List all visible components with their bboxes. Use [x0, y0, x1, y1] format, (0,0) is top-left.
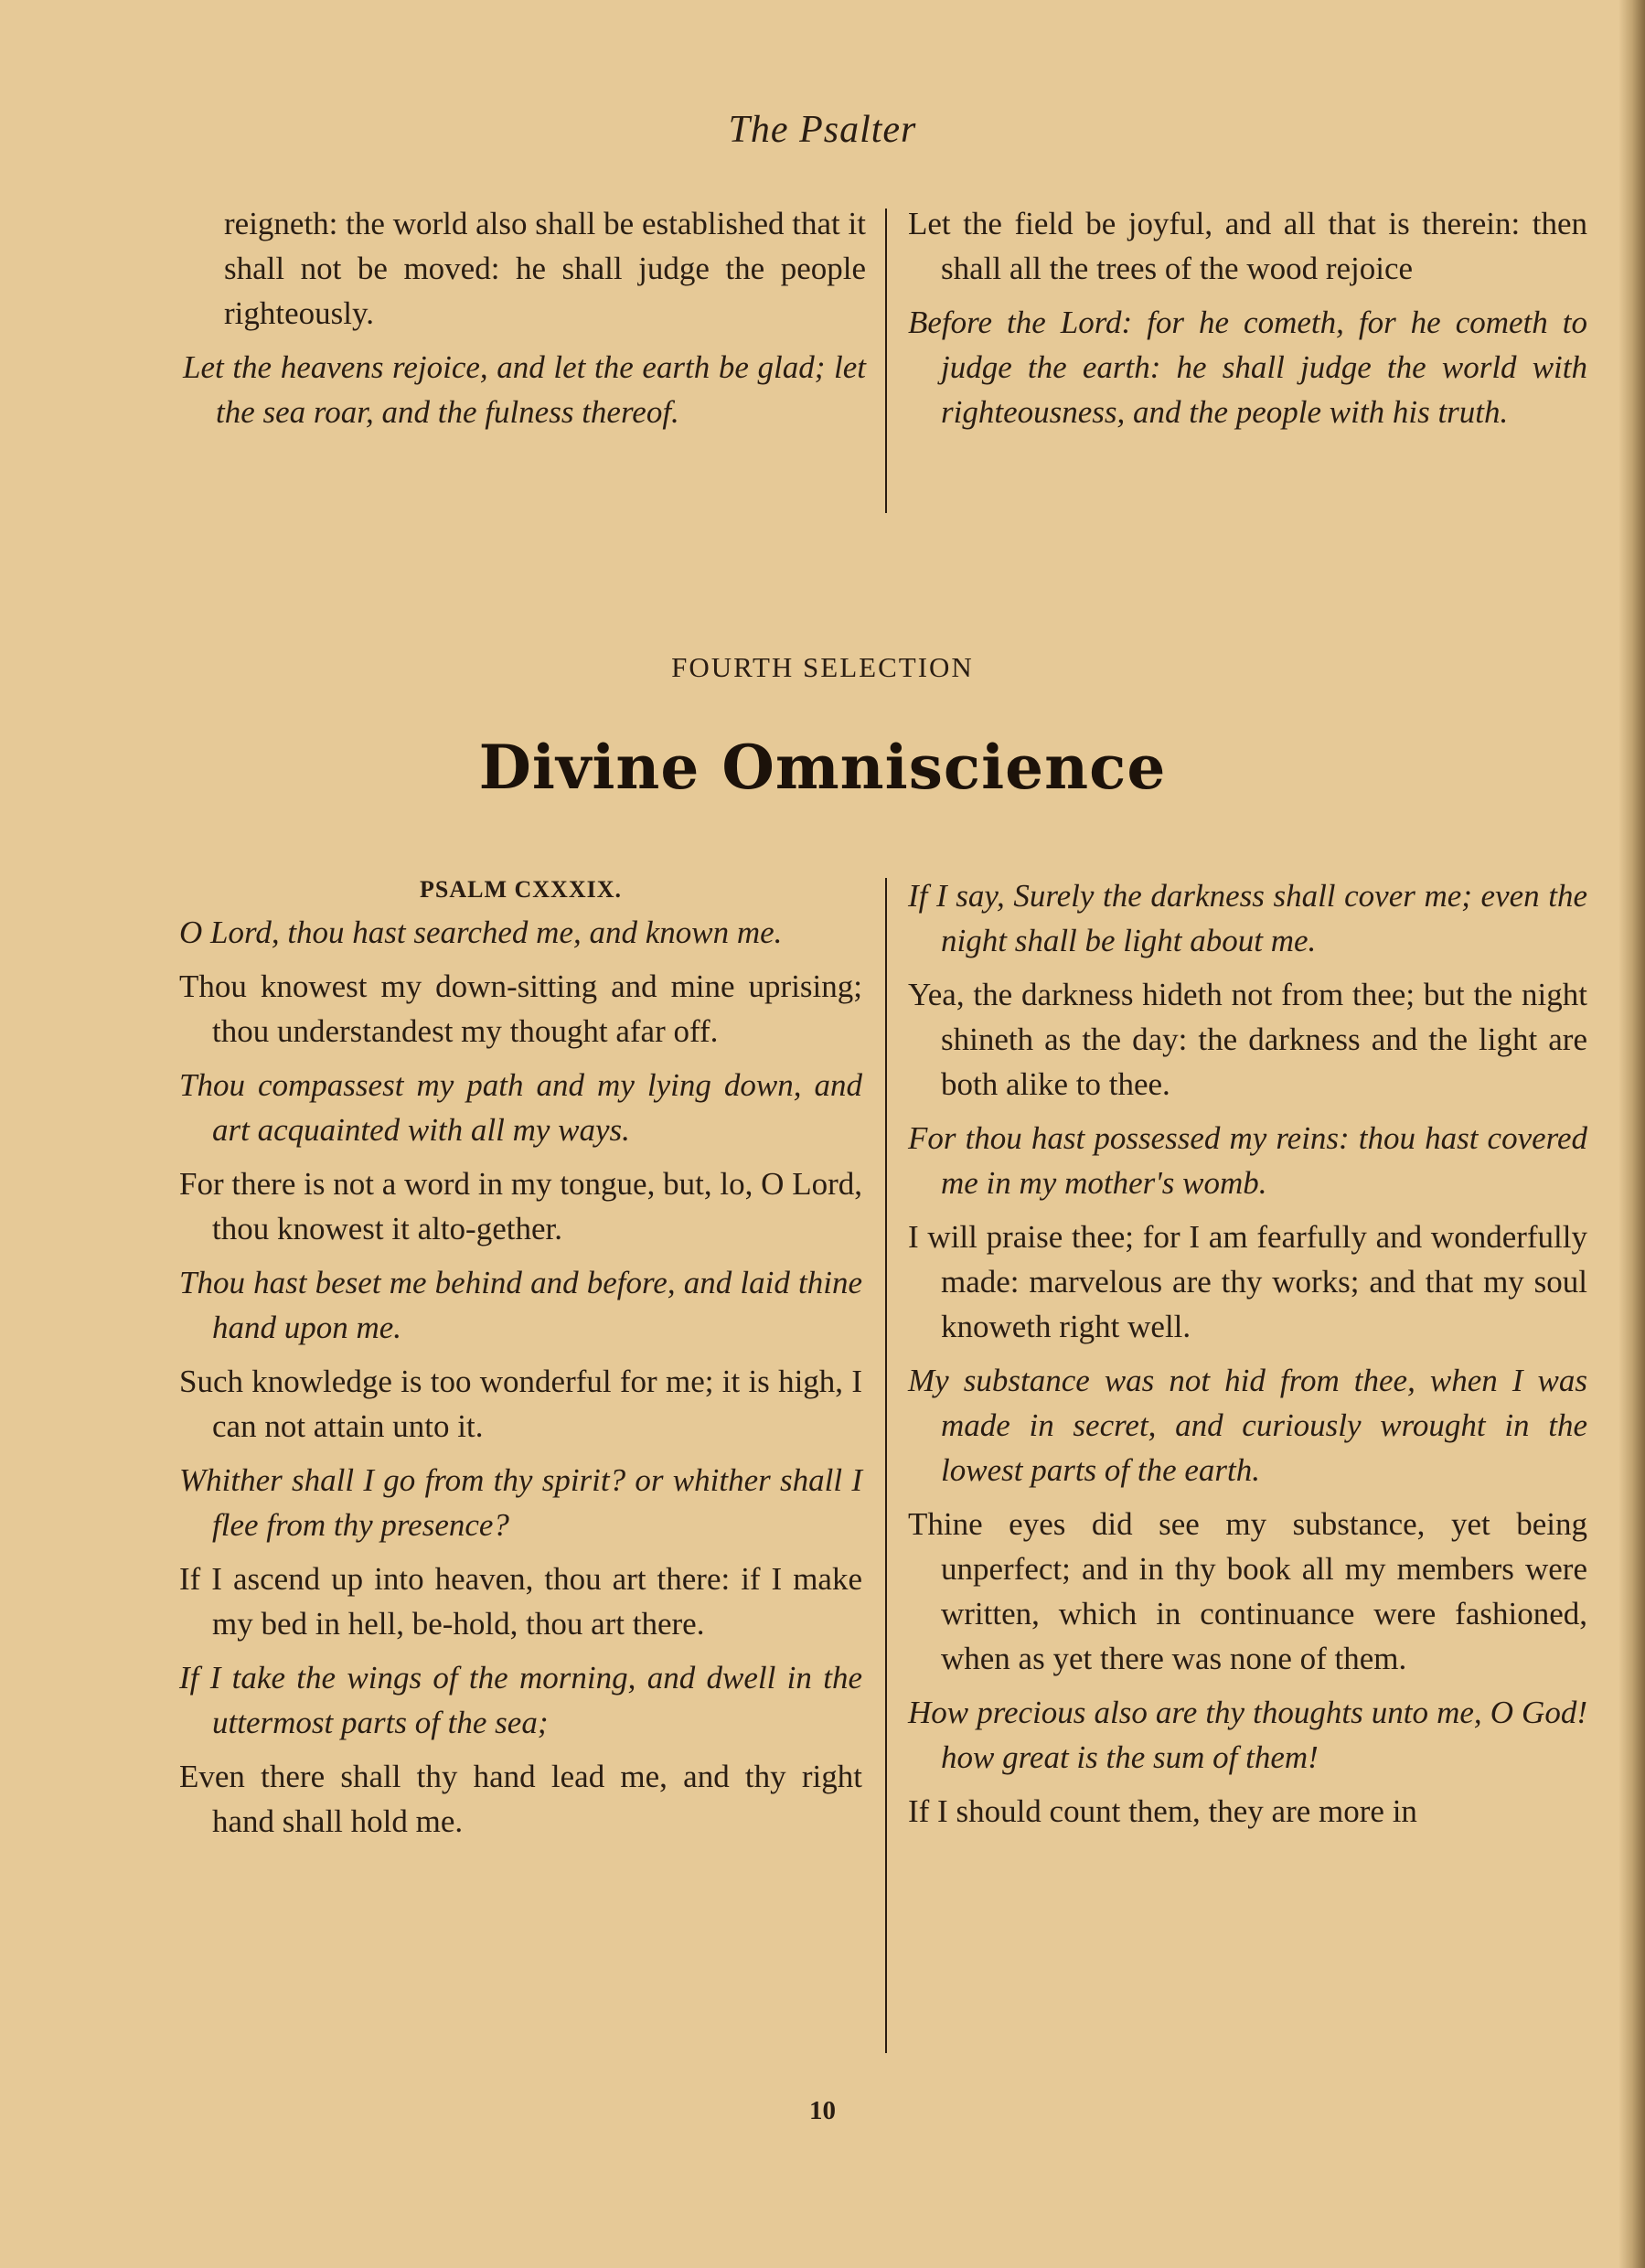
psalm-heading: PSALM CXXXIX. [420, 876, 622, 903]
verse: Let the field be joyful, and all that is therein: then shall all the trees of the wood rejoice [908, 206, 1587, 286]
psalm-left-column [179, 873, 862, 1853]
verse: Let the heavens rejoice, and let the earth be glad; let the sea roar, and the fulness thereof. [183, 349, 866, 430]
verse: If I ascend up into heaven, thou art there: if I make my bed in hell, be-hold, thou art there. [179, 1561, 862, 1642]
verse: If I say, Surely the darkness shall cover me; even the night shall be light about me. [908, 878, 1587, 958]
verse: If I should count them, they are more in [908, 1793, 1417, 1829]
column-divider-bottom [885, 878, 887, 2053]
verse: I will praise thee; for I am fearfully and wonderfully made: marvelous are thy works; and that my soul knoweth right well. [908, 1219, 1587, 1344]
verse: Thine eyes did see my substance, yet being unperfect; and in thy book all my members were written, which in continuance were fashioned, when as yet there was none of them. [908, 1506, 1587, 1676]
verse: Thou knowest my down-sitting and mine uprising; thou understandest my thought afar off. [179, 968, 862, 1049]
verse: Thou compassest my path and my lying down, and art acquainted with all my ways. [179, 1067, 862, 1148]
verse: For there is not a word in my tongue, but, lo, O Lord, thou knowest it alto-gether. [179, 1166, 862, 1246]
left-verse-list [179, 910, 862, 1844]
verse: Even there shall thy hand lead me, and thy right hand shall hold me. [179, 1759, 862, 1839]
right-verse-list [908, 873, 1587, 1834]
verse: For thou hast possessed my reins: thou hast covered me in my mother's womb. [908, 1120, 1587, 1201]
page-number: 10 [809, 2096, 836, 2125]
verse: Such knowledge is too wonderful for me; it is high, I can not attain unto it. [179, 1364, 862, 1444]
section-title: Divine Omniscience [478, 732, 1167, 803]
psalm-right-column [908, 873, 1587, 1843]
top-left-column [183, 201, 866, 444]
running-head: The Psalter [728, 109, 917, 151]
verse: Thou hast beset me behind and before, and laid thine hand upon me. [179, 1265, 862, 1345]
verse: If I take the wings of the morning, and dwell in the uttermost parts of the sea; [179, 1660, 862, 1740]
top-right-column [908, 201, 1587, 444]
verse: O Lord, thou hast searched me, and known me. [179, 915, 783, 950]
column-divider-top [885, 209, 887, 513]
verse: How precious also are thy thoughts unto me, O God! how great is the sum of them! [908, 1695, 1587, 1775]
verse: Before the Lord: for he cometh, for he cometh to judge the earth: he shall judge the world with righteousness, and the people with his truth. [908, 305, 1587, 430]
verse: Yea, the darkness hideth not from thee; but the night shineth as the day: the darkness and the light are both alike to thee. [908, 977, 1587, 1102]
verse: Whither shall I go from thy spirit? or whither shall I flee from thy presence? [179, 1462, 862, 1543]
verse-continuation: reigneth: the world also shall be established that it shall not be moved: he shall judge the people righteously. [224, 206, 866, 331]
section-label: FOURTH SELECTION [671, 651, 974, 683]
verse: My substance was not hid from thee, when I was made in secret, and curiously wrought in the lowest parts of the earth. [908, 1363, 1587, 1488]
